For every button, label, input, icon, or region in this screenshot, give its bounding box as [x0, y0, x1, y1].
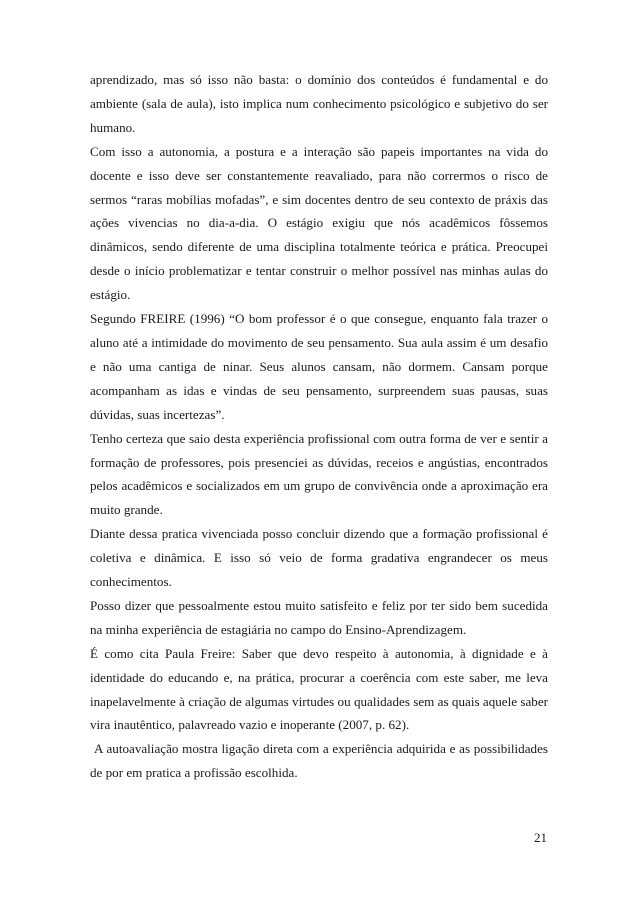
- page-number: 21: [534, 830, 547, 845]
- paragraph-4: Tenho certeza que saio desta experiência profissional com outra forma de ver e sentir a formação de professores, pois presenciei as dúvidas, receios e angústias, encontrados pelos acadêmicos e socializados em um grupo de convivência onde a aproximação era muito grande.: [90, 430, 548, 518]
- paragraph-5: Diante dessa pratica vivenciada posso concluir dizendo que a formação profissional é coletiva e dinâmica. E isso só veio de forma gradativa engrandecer os meus conhecimentos.: [90, 526, 548, 590]
- paragraph-2: Com isso a autonomia, a postura e a interação são papeis importantes na vida do docente e isso deve ser constantemente reavaliado, para não corrermos o risco de sermos “raras mobílias mofadas”, e sim docentes dentro de seu contexto de práxis das ações vivencias no dia-a-dia. O estágio exigiu que nós acadêmicos fôssemos dinâmicos, sendo diferente de uma disciplina totalmente teórica e prática. Preocupei desde o início problematizar e tentar construir o melhor possível nas minhas aulas do estágio.: [90, 143, 548, 303]
- paragraph-1: aprendizado, mas só isso não basta: o domínio dos conteúdos é fundamental e do ambiente (sala de aula), isto implica num conhecimento psicológico e subjetivo do ser humano.: [90, 72, 548, 135]
- paragraph-7: É como cita Paula Freire: Saber que devo respeito à autonomia, à dignidade e à identidade do educando e, na prática, procurar a coerência com este saber, me leva inapelavelmente à criação de algumas virtudes ou qualidades sem as quais aquele saber vira inautêntico, palavreado vazio e inoperante (2007, p. 62).: [90, 645, 548, 733]
- paragraph-6: Posso dizer que pessoalmente estou muito satisfeito e feliz por ter sido bem sucedida na minha experiência de estagiária no campo do Ensino-Aprendizagem.: [90, 597, 548, 637]
- paragraph-3: Segundo FREIRE (1996) “O bom professor é o que consegue, enquanto fala trazer o aluno até a intimidade do movimento de seu pensamento. Sua aula assim é um desafio e não uma cantiga de ninar. Seus alunos cansam, não dormem. Cansam porque acompanham as idas e vindas de seu pensamento, surpreendem suas pausas, suas dúvidas, suas incertezas”.: [90, 311, 548, 422]
- paragraph-8: A autoavaliação mostra ligação direta com a experiência adquirida e as possibilidades de por em pratica a profissão escolhida.: [90, 741, 548, 781]
- body-text: [90, 68, 548, 785]
